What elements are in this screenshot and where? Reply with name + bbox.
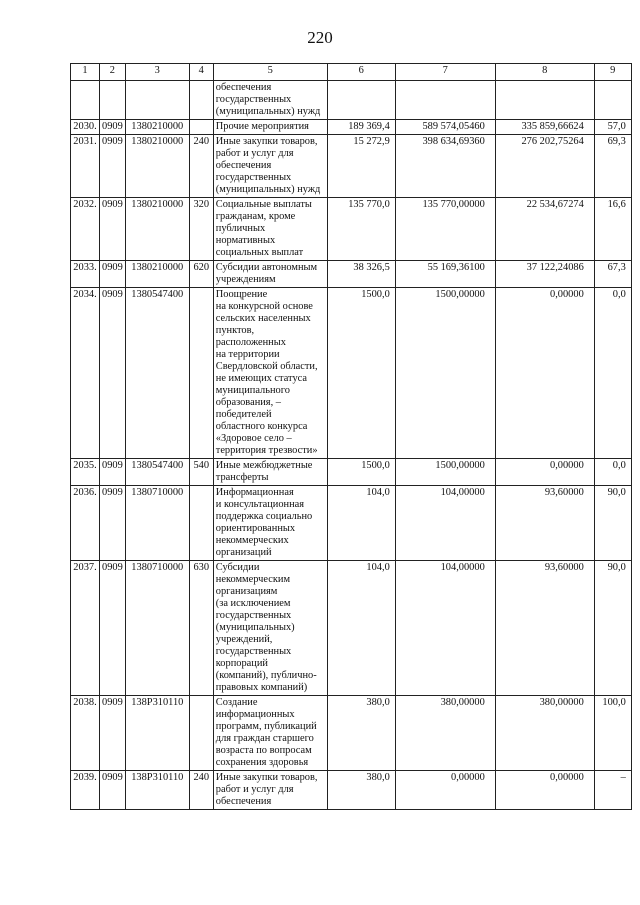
executed-amount-cell: 93,60000 <box>495 561 594 696</box>
revised-amount-cell: 0,00000 <box>395 771 495 810</box>
planned-amount-cell: 104,0 <box>327 486 395 561</box>
column-header: 6 <box>327 64 395 81</box>
description-line: государственных <box>215 94 292 105</box>
section-code-cell: 0909 <box>100 288 126 459</box>
execution-percent-cell: 90,0 <box>594 561 631 696</box>
description-cell <box>213 261 327 288</box>
row-number-cell: 2034. <box>71 288 100 459</box>
target-article-cell: 1380547400 <box>125 459 189 486</box>
description-line: учреждений, <box>215 634 273 645</box>
row-number-cell: 2031. <box>71 135 100 198</box>
description-cell <box>213 81 327 120</box>
executed-amount-cell: 0,00000 <box>495 288 594 459</box>
table-body <box>71 81 632 810</box>
planned-amount-cell <box>327 81 395 120</box>
description-line: организаций <box>215 547 272 558</box>
planned-amount-cell: 38 326,5 <box>327 261 395 288</box>
description-line: сельских населенных <box>215 313 311 324</box>
execution-percent-cell: 100,0 <box>594 696 631 771</box>
table-row <box>71 120 632 135</box>
description-line: Субсидии <box>215 562 260 573</box>
description-line: программ, публикаций <box>215 721 317 732</box>
description-cell <box>213 135 327 198</box>
execution-percent-cell: 16,6 <box>594 198 631 261</box>
description-line: (муниципальных) нужд <box>215 184 321 195</box>
revised-amount-cell <box>395 81 495 120</box>
description-line: Информационная <box>215 487 294 498</box>
expense-type-cell <box>189 288 213 459</box>
planned-amount-cell: 189 369,4 <box>327 120 395 135</box>
description-line: трансферты <box>215 472 269 483</box>
section-code-cell: 0909 <box>100 486 126 561</box>
description-line: социальных выплат <box>215 247 304 258</box>
column-header: 9 <box>594 64 631 81</box>
description-line: поддержка социально <box>215 511 313 522</box>
planned-amount-cell: 15 272,9 <box>327 135 395 198</box>
table-row <box>71 459 632 486</box>
executed-amount-cell: 0,00000 <box>495 771 594 810</box>
section-code-cell: 0909 <box>100 771 126 810</box>
header-row <box>71 64 632 81</box>
expense-type-cell <box>189 81 213 120</box>
description-cell <box>213 120 327 135</box>
executed-amount-cell: 276 202,75264 <box>495 135 594 198</box>
table-row <box>71 288 632 459</box>
description-cell <box>213 288 327 459</box>
target-article-cell: 1380710000 <box>125 486 189 561</box>
description-line: территория трезвости» <box>215 445 318 456</box>
planned-amount-cell: 380,0 <box>327 771 395 810</box>
table-row <box>71 198 632 261</box>
description-line: на территории <box>215 349 280 360</box>
revised-amount-cell: 104,00000 <box>395 561 495 696</box>
description-line: расположенных <box>215 337 286 348</box>
planned-amount-cell: 104,0 <box>327 561 395 696</box>
description-line: Иные межбюджетные <box>215 460 313 471</box>
description-line: некоммерческих <box>215 535 289 546</box>
table-row <box>71 771 632 810</box>
planned-amount-cell: 135 770,0 <box>327 198 395 261</box>
description-cell <box>213 771 327 810</box>
row-number-cell: 2036. <box>71 486 100 561</box>
executed-amount-cell: 0,00000 <box>495 459 594 486</box>
description-line: (муниципальных) <box>215 622 295 633</box>
description-line: некоммерческим <box>215 574 291 585</box>
section-code-cell: 0909 <box>100 696 126 771</box>
description-line: сохранения здоровья <box>215 757 309 768</box>
target-article-cell: 1380210000 <box>125 120 189 135</box>
column-header: 4 <box>189 64 213 81</box>
column-header: 2 <box>100 64 126 81</box>
description-line: работ и услуг для <box>215 784 294 795</box>
description-line: публичных <box>215 223 266 234</box>
description-line: работ и услуг для <box>215 148 294 159</box>
revised-amount-cell: 380,00000 <box>395 696 495 771</box>
budget-table <box>70 63 632 810</box>
description-line: информационных <box>215 709 295 720</box>
description-cell <box>213 696 327 771</box>
description-line: обеспечения <box>215 796 272 807</box>
description-line: образования, – <box>215 397 281 408</box>
row-number-cell: 2037. <box>71 561 100 696</box>
planned-amount-cell: 1500,0 <box>327 459 395 486</box>
table-row <box>71 486 632 561</box>
row-number-cell: 2038. <box>71 696 100 771</box>
column-header: 8 <box>495 64 594 81</box>
description-line: правовых компаний) <box>215 682 308 693</box>
description-line: Поощрение <box>215 289 268 300</box>
description-line: государственных <box>215 172 292 183</box>
executed-amount-cell: 22 534,67274 <box>495 198 594 261</box>
planned-amount-cell: 1500,0 <box>327 288 395 459</box>
section-code-cell: 0909 <box>100 198 126 261</box>
description-line: обеспечения <box>215 160 272 171</box>
expense-type-cell: 240 <box>189 771 213 810</box>
description-line: на конкурсной основе <box>215 301 313 312</box>
description-line: возраста по вопросам <box>215 745 312 756</box>
executed-amount-cell: 93,60000 <box>495 486 594 561</box>
target-article-cell: 1380210000 <box>125 198 189 261</box>
table-row <box>71 561 632 696</box>
expense-type-cell: 540 <box>189 459 213 486</box>
description-line: областного конкурса <box>215 421 308 432</box>
description-line: Субсидии автономным <box>215 262 318 273</box>
expense-type-cell: 320 <box>189 198 213 261</box>
revised-amount-cell: 1500,00000 <box>395 288 495 459</box>
section-code-cell: 0909 <box>100 459 126 486</box>
executed-amount-cell: 37 122,24086 <box>495 261 594 288</box>
revised-amount-cell: 398 634,69360 <box>395 135 495 198</box>
description-line: (за исключением <box>215 598 291 609</box>
revised-amount-cell: 104,00000 <box>395 486 495 561</box>
expense-type-cell <box>189 696 213 771</box>
table-row <box>71 135 632 198</box>
description-line: Свердловской области, <box>215 361 318 372</box>
execution-percent-cell <box>594 81 631 120</box>
description-line: Иные закупки товаров, <box>215 136 318 147</box>
execution-percent-cell: 67,3 <box>594 261 631 288</box>
expense-type-cell <box>189 486 213 561</box>
description-line: учреждениям <box>215 274 276 285</box>
executed-amount-cell: 380,00000 <box>495 696 594 771</box>
execution-percent-cell: 90,0 <box>594 486 631 561</box>
row-number-cell: 2032. <box>71 198 100 261</box>
execution-percent-cell: 57,0 <box>594 120 631 135</box>
revised-amount-cell: 135 770,00000 <box>395 198 495 261</box>
column-header: 3 <box>125 64 189 81</box>
target-article-cell: 1380547400 <box>125 288 189 459</box>
description-line: нормативных <box>215 235 276 246</box>
execution-percent-cell: 0,0 <box>594 459 631 486</box>
section-code-cell: 0909 <box>100 561 126 696</box>
executed-amount-cell <box>495 81 594 120</box>
description-line: Создание <box>215 697 258 708</box>
description-cell <box>213 198 327 261</box>
row-number-cell: 2033. <box>71 261 100 288</box>
execution-percent-cell: 0,0 <box>594 288 631 459</box>
target-article-cell: 138P310110 <box>125 771 189 810</box>
target-article-cell: 138P310110 <box>125 696 189 771</box>
column-header: 1 <box>71 64 100 81</box>
description-line: победителей <box>215 409 272 420</box>
description-line: для граждан старшего <box>215 733 314 744</box>
expense-type-cell: 630 <box>189 561 213 696</box>
description-line: Социальные выплаты <box>215 199 312 210</box>
description-line: «Здоровое село – <box>215 433 292 444</box>
expense-type-cell <box>189 120 213 135</box>
description-line: организациям <box>215 586 278 597</box>
table-row <box>71 261 632 288</box>
section-code-cell: 0909 <box>100 120 126 135</box>
expense-type-cell: 620 <box>189 261 213 288</box>
execution-percent-cell: – <box>594 771 631 810</box>
table-row <box>71 81 632 120</box>
column-header: 5 <box>213 64 327 81</box>
description-line: (муниципальных) нужд <box>215 106 321 117</box>
executed-amount-cell: 335 859,66624 <box>495 120 594 135</box>
execution-percent-cell: 69,3 <box>594 135 631 198</box>
revised-amount-cell: 55 169,36100 <box>395 261 495 288</box>
planned-amount-cell: 380,0 <box>327 696 395 771</box>
description-line: обеспечения <box>215 82 272 93</box>
description-cell <box>213 486 327 561</box>
page-number: 220 <box>307 28 333 47</box>
description-line: (компаний), публично- <box>215 670 317 681</box>
description-line: Иные закупки товаров, <box>215 772 318 783</box>
revised-amount-cell: 1500,00000 <box>395 459 495 486</box>
description-cell <box>213 459 327 486</box>
section-code-cell <box>100 81 126 120</box>
row-number-cell: 2039. <box>71 771 100 810</box>
row-number-cell <box>71 81 100 120</box>
target-article-cell <box>125 81 189 120</box>
row-number-cell: 2030. <box>71 120 100 135</box>
row-number-cell: 2035. <box>71 459 100 486</box>
target-article-cell: 1380210000 <box>125 261 189 288</box>
target-article-cell: 1380210000 <box>125 135 189 198</box>
section-code-cell: 0909 <box>100 135 126 198</box>
description-line: муниципального <box>215 385 290 396</box>
revised-amount-cell: 589 574,05460 <box>395 120 495 135</box>
description-line: пунктов, <box>215 325 255 336</box>
description-line: Прочие мероприятия <box>215 121 309 132</box>
table-row <box>71 696 632 771</box>
description-line: не имеющих статуса <box>215 373 307 384</box>
column-header: 7 <box>395 64 495 81</box>
description-line: государственных <box>215 646 292 657</box>
target-article-cell: 1380710000 <box>125 561 189 696</box>
description-line: корпораций <box>215 658 268 669</box>
description-line: и консультационная <box>215 499 305 510</box>
description-cell <box>213 561 327 696</box>
description-line: ориентированных <box>215 523 296 534</box>
expense-type-cell: 240 <box>189 135 213 198</box>
description-line: государственных <box>215 610 292 621</box>
section-code-cell: 0909 <box>100 261 126 288</box>
description-line: гражданам, кроме <box>215 211 296 222</box>
